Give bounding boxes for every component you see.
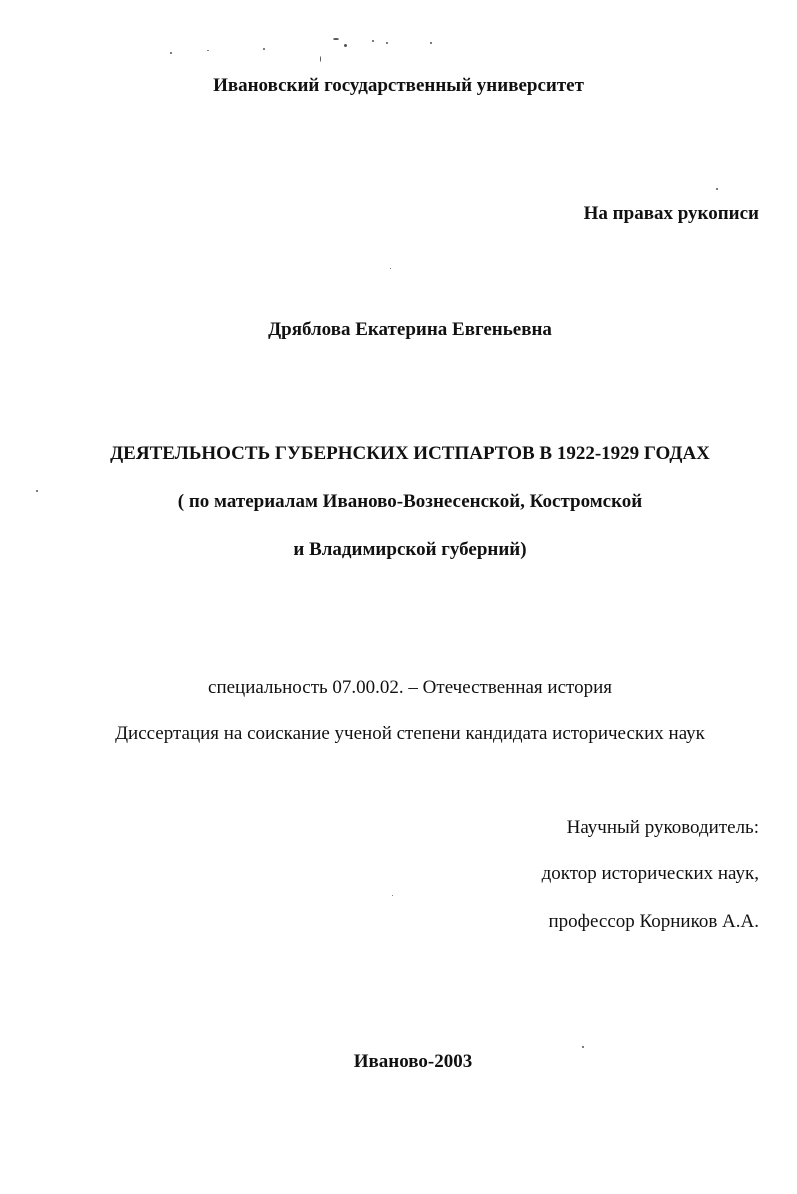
dissertation-degree-line: Диссертация на соискание ученой степени кандидата исторических наук <box>115 723 705 744</box>
author-name: Дряблова Екатерина Евгеньевна <box>268 319 552 340</box>
dissertation-title: ДЕЯТЕЛЬНОСТЬ ГУБЕРНСКИХ ИСТПАРТОВ В 1922-1929 ГОДАХ <box>110 443 710 464</box>
dissertation-subtitle-line1: ( по материалам Иваново-Вознесенской, Костромской <box>177 491 643 512</box>
supervisor-degree: доктор исторических наук, <box>541 863 759 884</box>
manuscript-rights-note: На правах рукописи <box>583 203 759 224</box>
place-and-year: Иваново-2003 <box>353 1051 473 1072</box>
university-name: Ивановский государственный университет <box>213 75 584 96</box>
supervisor-label: Научный руководитель: <box>566 817 759 838</box>
specialty-line: специальность 07.00.02. – Отечественная история <box>208 677 612 698</box>
dissertation-subtitle-line2: и Владимирской губерний) <box>293 539 527 560</box>
supervisor-name: профессор Корников А.А. <box>548 911 759 932</box>
